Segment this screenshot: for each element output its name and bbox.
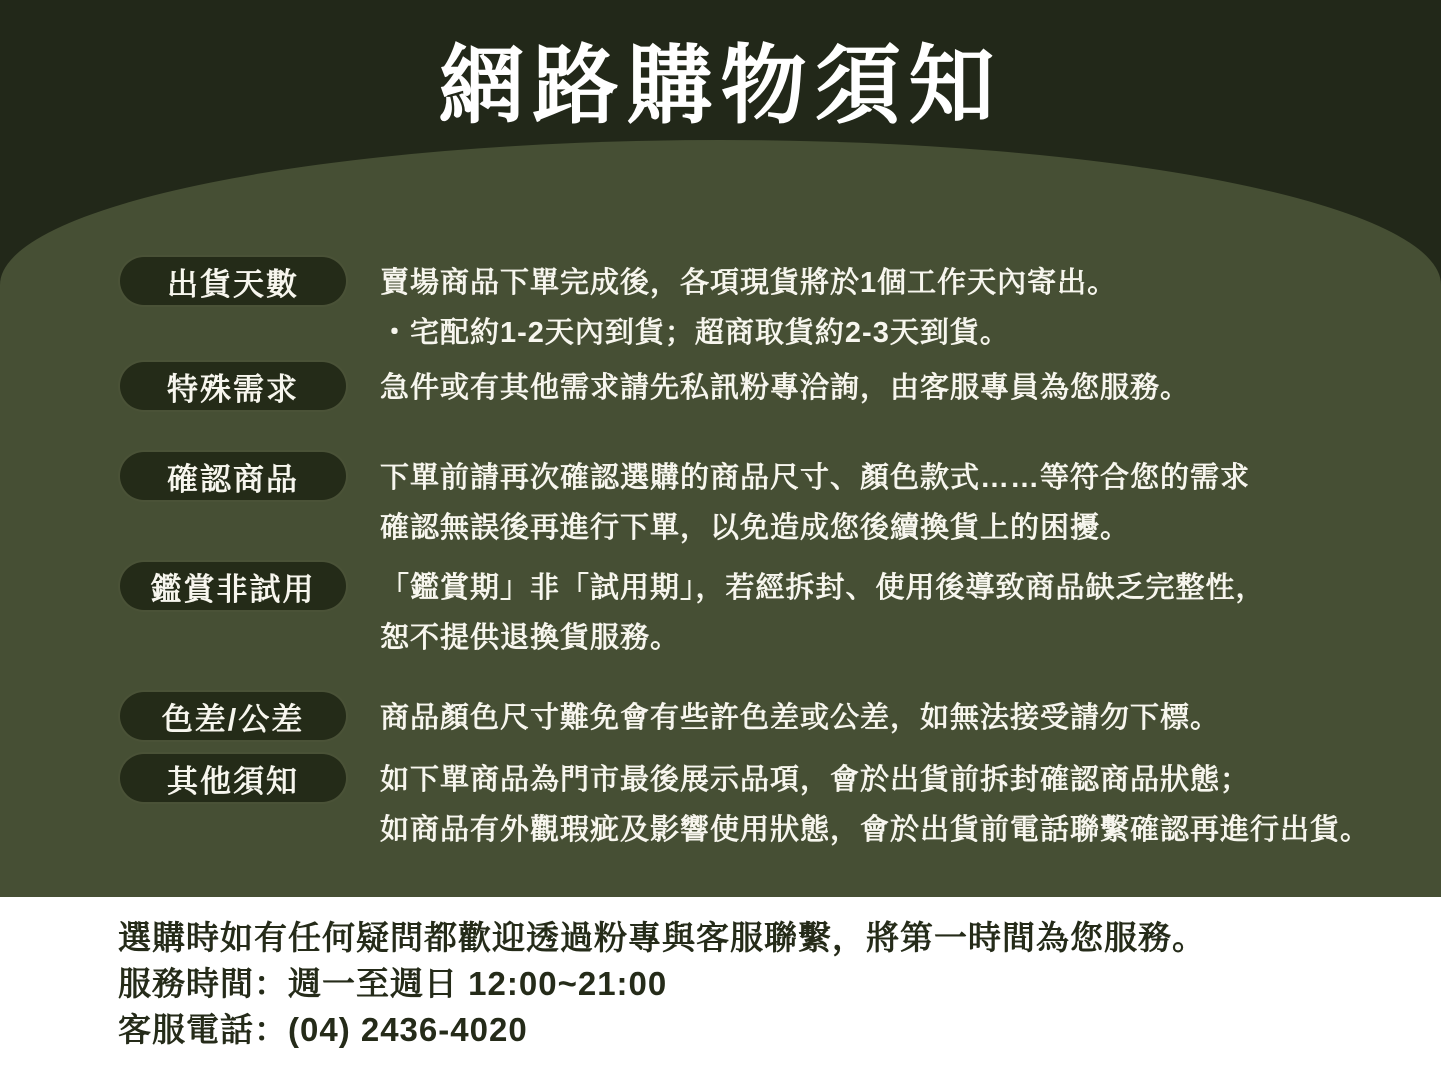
row-text-line: 賣場商品下單完成後，各項現貨將於1個工作天內寄出。 bbox=[380, 267, 1118, 299]
row-text-other-notes bbox=[380, 752, 1370, 855]
row-text-line: 確認無誤後再進行下單，以免造成您後續換貨上的困擾。 bbox=[380, 512, 1131, 544]
label-pill-confirm-product: 確認商品 bbox=[118, 450, 348, 502]
notice-row-special-needs bbox=[118, 360, 1190, 413]
label-pill-shipping-days: 出貨天數 bbox=[118, 255, 348, 307]
page-title: 網路購物須知 bbox=[438, 38, 1003, 134]
row-text-line: 如商品有外觀瑕疵及影響使用狀態，會於出貨前電話聯繫確認再進行出貨。 bbox=[380, 814, 1371, 846]
row-text-special-needs bbox=[380, 360, 1190, 413]
row-text-confirm-product bbox=[380, 450, 1250, 553]
notice-row-color-tolerance bbox=[118, 690, 1220, 743]
footer-contact-section bbox=[0, 897, 1441, 1080]
footer-service-phone: 客服電話：(04) 2436-4020 bbox=[118, 1011, 528, 1048]
footer-service-hours: 服務時間：週一至週日 12:00~21:00 bbox=[118, 965, 668, 1002]
row-text-line: 恕不提供退換貨服務。 bbox=[380, 622, 681, 654]
notice-row-appreciation-period bbox=[118, 560, 1266, 663]
label-pill-color-tolerance: 色差/公差 bbox=[118, 690, 348, 742]
label-pill-appreciation-period: 鑑賞非試用 bbox=[118, 560, 348, 612]
label-pill-special-needs: 特殊需求 bbox=[118, 360, 348, 412]
notice-row-confirm-product bbox=[118, 450, 1250, 553]
row-text-line: 如下單商品為門市最後展示品項，會於出貨前拆封確認商品狀態； bbox=[380, 764, 1251, 796]
row-text-line: 下單前請再次確認選購的商品尺寸、顏色款式……等符合您的需求 bbox=[380, 462, 1251, 494]
notice-row-shipping-days bbox=[118, 255, 1117, 358]
row-text-line: ・宅配約1-2天內到貨；超商取貨約2-3天到貨。 bbox=[380, 317, 1010, 349]
row-text-line: 急件或有其他需求請先私訊粉專洽詢，由客服專員為您服務。 bbox=[380, 372, 1191, 404]
notice-row-other-notes bbox=[118, 752, 1370, 855]
label-pill-other-notes: 其他須知 bbox=[118, 752, 348, 804]
row-text-shipping-days bbox=[380, 255, 1117, 358]
row-text-color-tolerance bbox=[380, 690, 1220, 743]
footer-support-message: 選購時如有任何疑問都歡迎透過粉專與客服聯繫，將第一時間為您服務。 bbox=[118, 919, 1206, 956]
row-text-appreciation-period bbox=[380, 560, 1266, 663]
row-text-line: 商品顏色尺寸難免會有些許色差或公差，如無法接受請勿下標。 bbox=[380, 702, 1221, 734]
row-text-line: 「鑑賞期」非「試用期」，若經拆封、使用後導致商品缺乏完整性， bbox=[380, 572, 1266, 604]
